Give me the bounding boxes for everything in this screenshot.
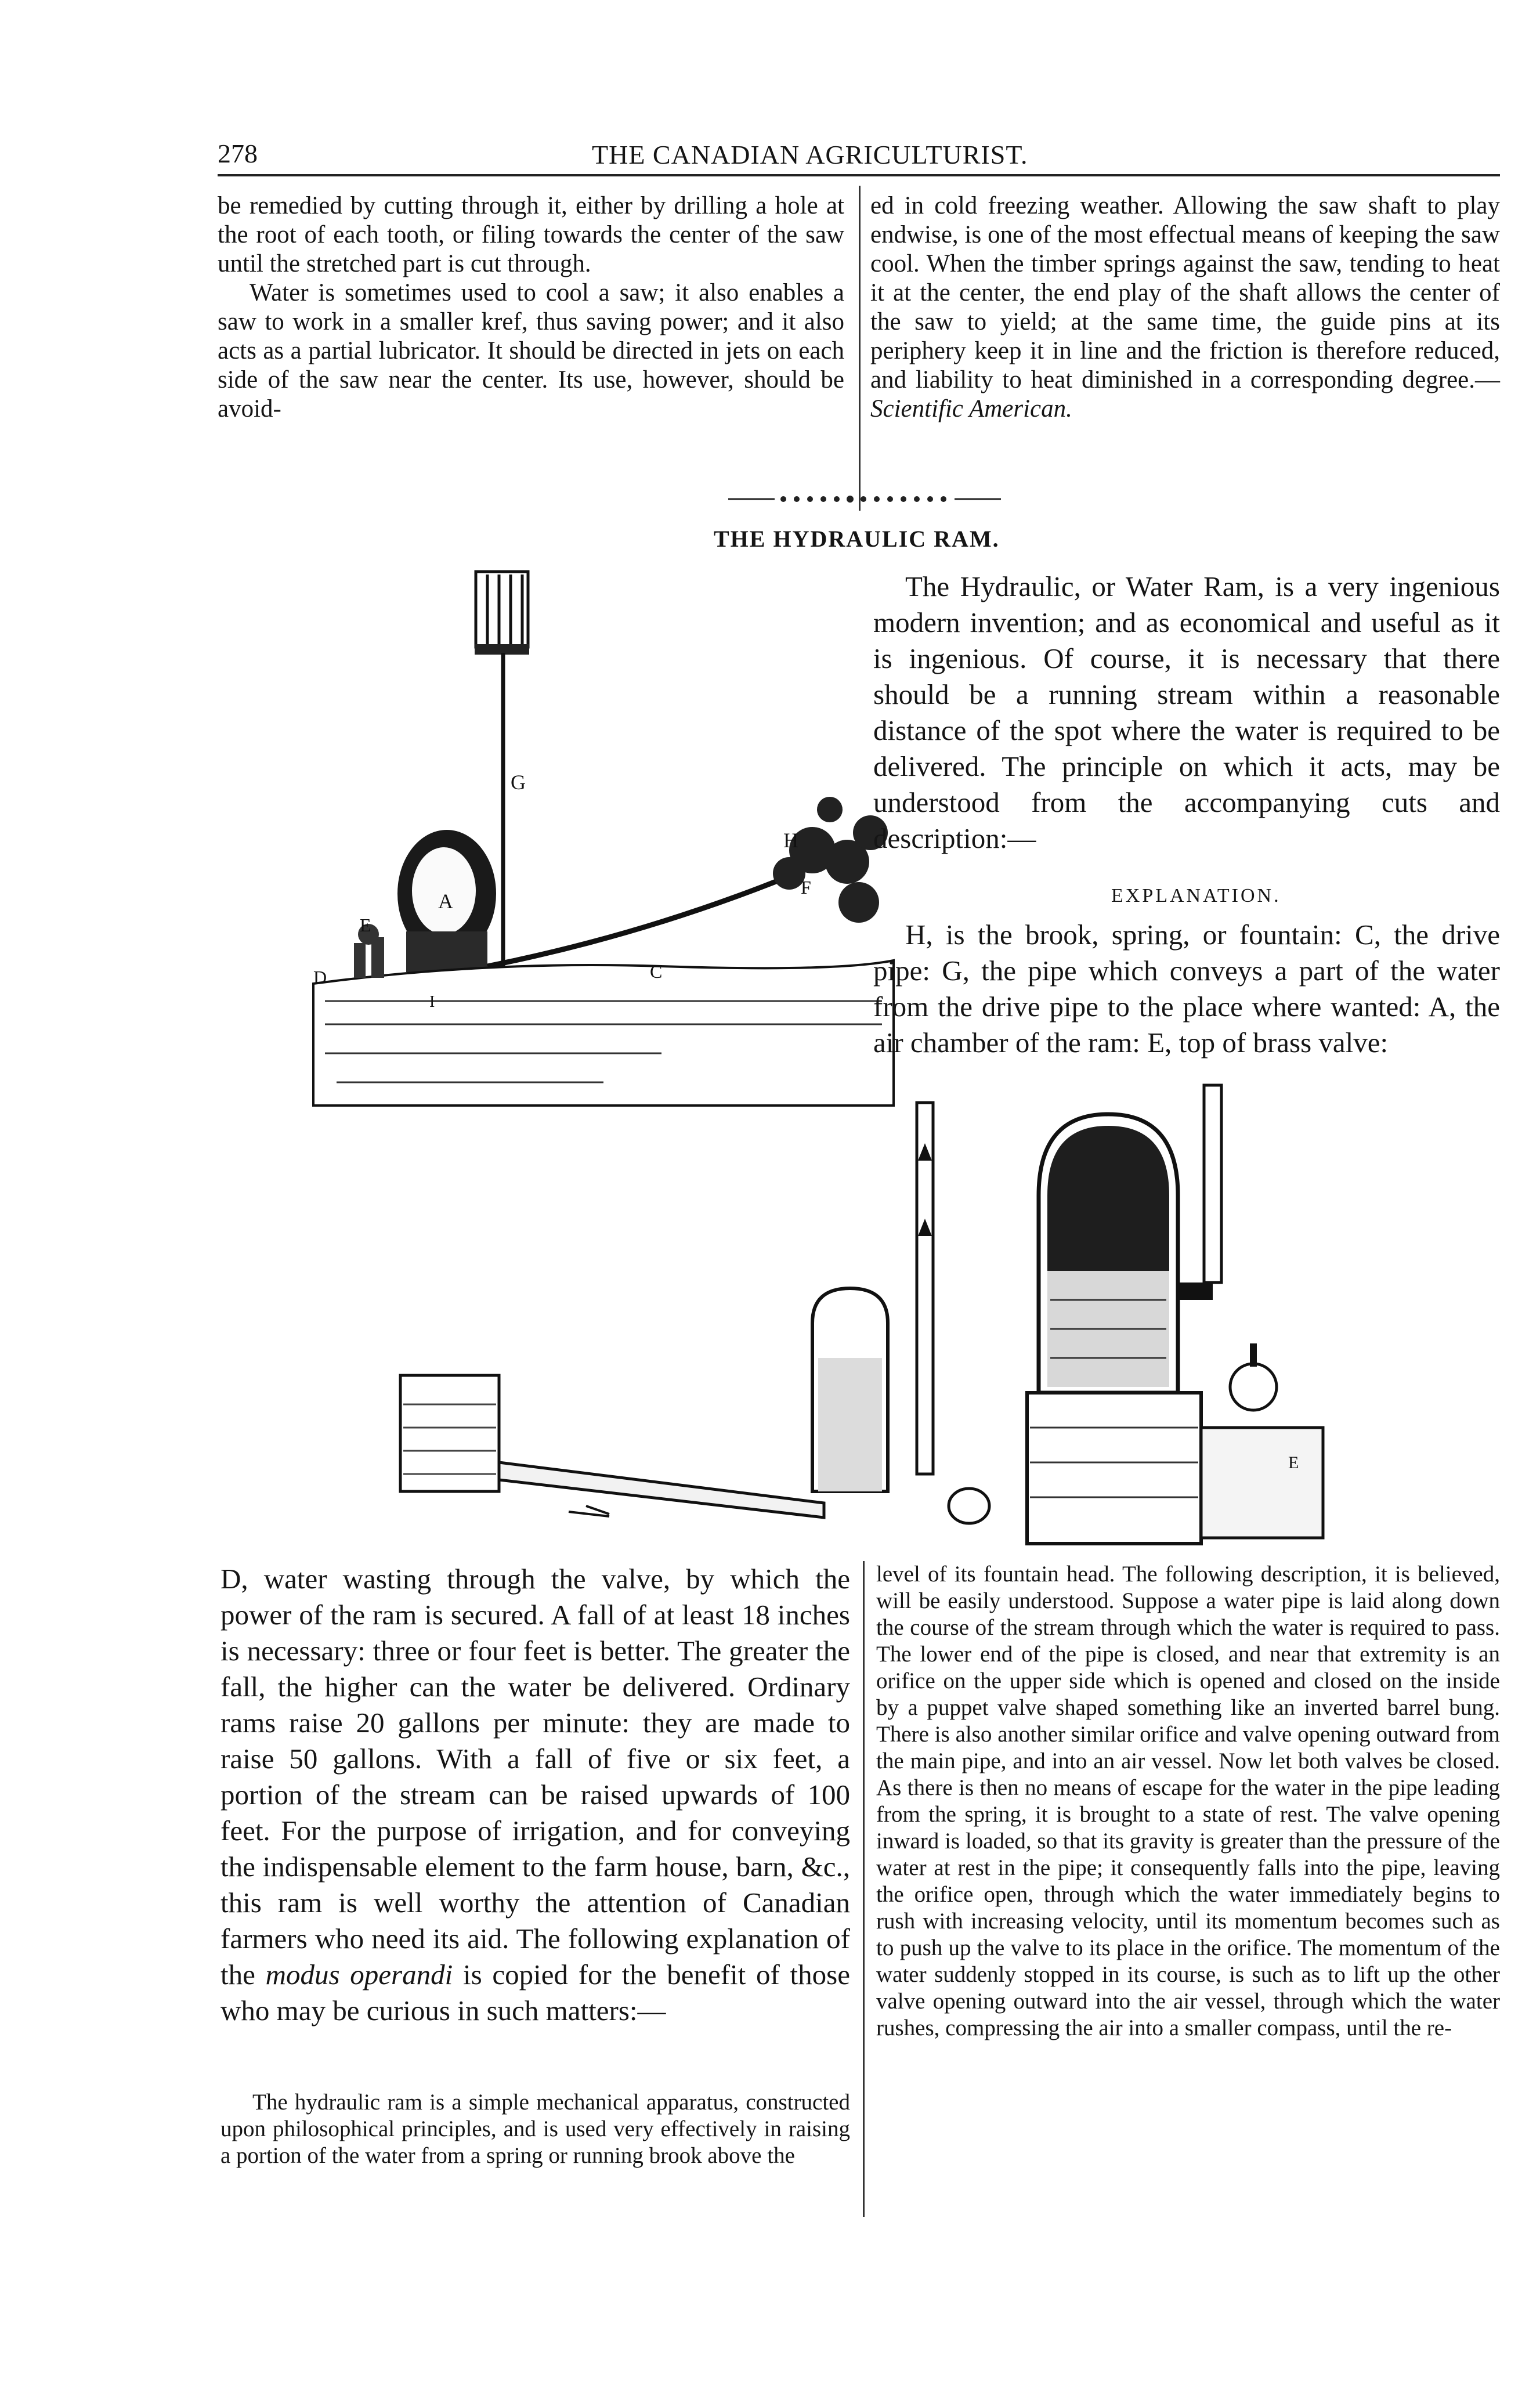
running-title: THE CANADIAN AGRICULTURIST. [592, 140, 1028, 169]
label-a: A [438, 890, 453, 913]
label-h: H [783, 829, 798, 852]
source-credit: Scientific American. [870, 395, 1072, 422]
column-divider [859, 186, 861, 511]
lower-right-column [876, 1561, 1500, 2042]
label-f: F [801, 877, 811, 898]
latin-phrase: modus operandi [265, 1959, 453, 1990]
paragraph [220, 1561, 850, 2029]
paragraph-text: ed in cold freezing weather. Allowing the saw shaft to play endwise, is one of the most effectual means of keeping the saw cool. When the timber springs against the saw, tending to heat it at the center, the end play of the shaft allows the center of the saw to yield; at the same time, the guide pins at its periphery keep it in line and the friction is therefore reduced, and liability to heat diminished in a corresponding degree.— [870, 192, 1500, 393]
label-c: C [650, 961, 663, 982]
paragraph [870, 192, 1500, 424]
article-title: THE HYDRAULIC RAM. [714, 526, 1000, 552]
explanation-heading: EXPLANATION. [1111, 885, 1281, 906]
column-divider [863, 1561, 865, 2217]
paragraph: H, is the brook, spring, or fountain: C, the drive pipe: G, the pipe which conveys a part of the water from the drive pipe to the place where wanted: A, the air chamber of the ram: E, top of brass valve: [873, 919, 1500, 1059]
label-i: I [429, 993, 435, 1011]
paragraph: be remedied by cutting through it, either by drilling a hole at the root of each tooth, or filing towards the center of the saw until the stretched part is cut through. [218, 192, 844, 277]
label-e: E [360, 915, 371, 935]
paragraph-text: D, water wasting through the valve, by which the power of the ram is secured. A fall of at least 18 inches is necessary: three or four feet is better. The greater the fall, the higher can the water be delivered. Ordinary rams raise 20 gallons per minute: they are made to raise 50 gallons. With a fall of five or six feet, a portion of the stream can be raised upwards of 100 feet. For the purpose of irrigation, and for conveying the indispensable element to the farm house, barn, &c., this ram is well worthy the attention of Canadian farmers who need its aid. The following explanation of the [220, 1563, 850, 1990]
label-d: D [313, 967, 327, 988]
lower-left-column [220, 1561, 850, 2029]
top-left-column [218, 192, 844, 424]
paragraph: level of its fountain head. The following description, it is believed, will be easily understood. Suppose a water pipe is laid along down the course of the stream through which the water is required to pass. The lower end of the pipe is closed, and near that extremity is an orifice on the upper side which is opened and closed on the inside by a puppet valve shaped something like an inverted barrel bung. There is also another similar orifice and valve opening outward from the main pipe, and into an air vessel. Now let both valves be closed. As there is then no means of escape for the water in the pipe leading from the spring, it is brought to a state of rest. The valve opening inward is loaded, so that its gravity is greater than the pressure of the water at rest in the pipe; it consequently falls into the pipe, leaving the orifice open, through which the water immediately begins to rush with increasing velocity, until its momentum becomes such as to push up the valve to its place in the orifice. The momentum of the water suddenly stopped in its course, is such as to lift up the other valve opening outward into the air vessel, through which the water rushes, compressing the air into a smaller compass, until the re- [876, 1562, 1500, 2040]
intro-column [873, 569, 1500, 857]
label-e-section: E [1288, 1453, 1299, 1472]
paragraph-text-end: is copied for the benefit of those who may be curious in such matters:— [220, 1959, 850, 2026]
ram-section-diagram [395, 1079, 1329, 1549]
page-number: 278 [218, 139, 258, 168]
label-g: G [511, 771, 526, 794]
explanation-column [873, 917, 1500, 1061]
lower-left-quote [220, 2089, 850, 2169]
ram-landscape-illustration [313, 560, 894, 1106]
paragraph: The Hydraulic, or Water Ram, is a very ingenious modern invention; and as economical and useful as it is ingenious. Of course, it is necessary that there should be a running stream within a reasonable distance of the spot where the water is required to be delivered. The principle on which it acts, may be understood from the accompanying cuts and description:— [873, 570, 1500, 854]
ornamental-divider [728, 492, 1001, 506]
paragraph: The hydraulic ram is a simple mechanical apparatus, constructed upon philosophical principles, and is used very effectively in raising a portion of the water from a spring or running brook above the [220, 2090, 850, 2168]
header-rule [218, 174, 1500, 176]
top-right-column [870, 192, 1500, 424]
paragraph: Water is sometimes used to cool a saw; it also enables a saw to work in a smaller kref, thus saving power; and it also acts as a partial lubricator. It should be directed in jets on each side of the saw near the center. Its use, however, should be avoid- [218, 279, 844, 422]
